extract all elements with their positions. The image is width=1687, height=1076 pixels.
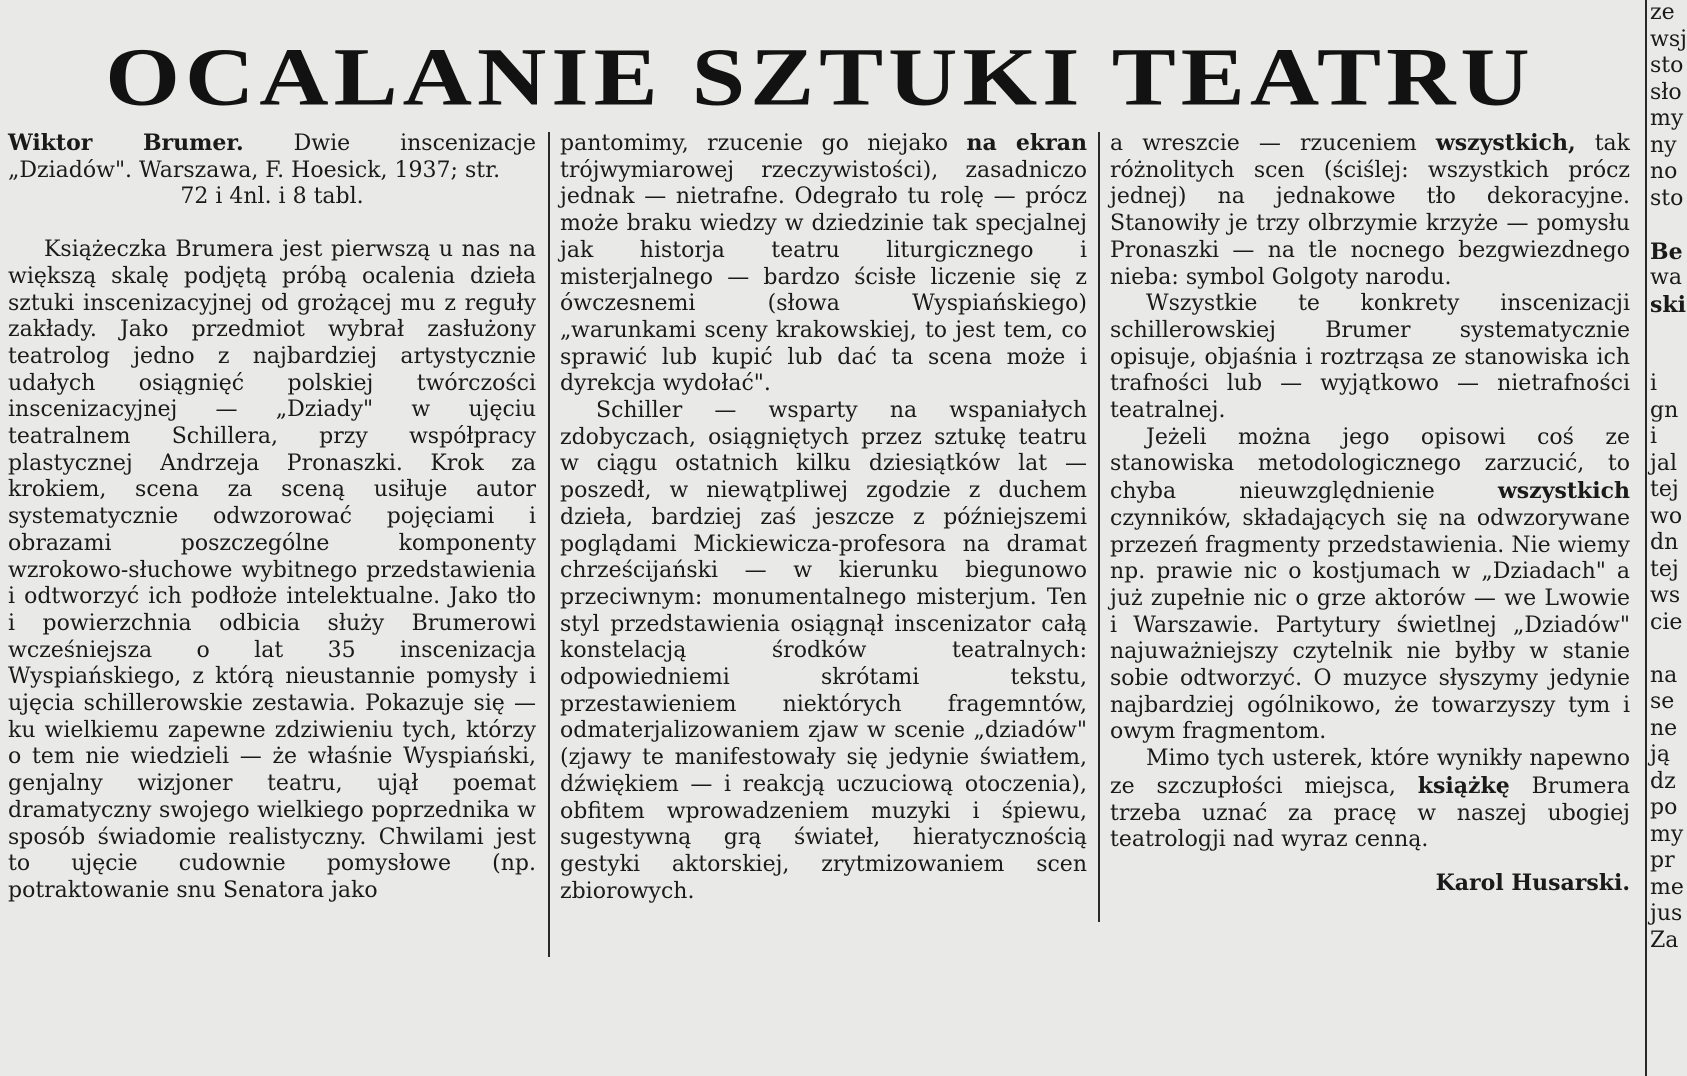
edge-line: i: [1650, 424, 1658, 449]
edge-line: cie: [1650, 609, 1683, 635]
text-run: czynników, składających się na odwzorywane przezeń fragmenty przedstawienia. Nie wiemy np. prawie nic o kostjumach w „Dziadach" a już zupełnie nic o grze aktorów — we Lwowie i Warszawie. Partytury świetlnej „Dziadów" najuważniejszy czytelnik nie byłby w stanie sobie odtworzyć. O muzyce słyszymy jedynie najbardziej ogólnikowo, że towarzyszy tym i owym fragmentom.: [1110, 505, 1630, 745]
column-rule: [1098, 132, 1100, 922]
edge-line: po: [1650, 795, 1678, 820]
book-details: Dwie inscenizacje „Dziadów". Warszawa, F. Hoesick, 1937; str.: [8, 131, 536, 183]
edge-line: tej: [1650, 556, 1679, 582]
adjacent-column-fragment: [1650, 0, 1687, 954]
edge-line: my: [1650, 821, 1684, 847]
paragraph: Schiller — wsparty na wspaniałych zdobyczach, osiągniętych przez sztukę teatru w ciągu ostatnich kilku dziesiątków lat — poszedł, w niewątpliwej zgodzie z duchem dzieła, bardziej zaś jeszcze z późniejszemi poglądami Mickiewicza-profesora na dramat chrześcijański — w kierunku biegunowo przeciwnym: monumentalnego misterjum. Ten styl przedstawienia osiągnął inscenizator całą konstelacją środków teatralnych: odpowiedniemi skrótami tekstu, przestawieniem niektórych fragemntów, odmaterjalizowaniem zjaw w scenie „dziadów" (zjawy te manifestowały się jedynie światłem, dźwiękiem — i reakcją uczuciową otoczenia), obfitem wprowadzeniem muzyki i śpiewu, sugestywną grą świateł, hieratycznością gestyki aktorskiej, zrytmizowaniem scen zbiorowych.: [560, 398, 1087, 904]
book-author: Wiktor Brumer.: [8, 130, 244, 156]
paragraph: [1110, 130, 1630, 291]
column-1: [8, 130, 536, 905]
edge-line: sło: [1650, 79, 1682, 105]
edge-line: Be: [1650, 238, 1683, 265]
paragraph: Wszystkie te konkrety inscenizacji schillerowskiej Brumer systematycznie opisuje, objaśnia i roztrząsa ze stanowiska ich trafności lub — wyjątkowo — nietrafności teatralnej.: [1110, 291, 1630, 424]
edge-line: ny: [1650, 132, 1677, 158]
text-run: tak różnolitych scen (ściślej: wszystkich prócz jednej) na jednakowe tło dekoracyjne. Stanowiły je trzy olbrzymie krzyże — pomysłu Pronaszki — na tle nocnego bezgwiezdnego nieba: symbol Golgoty narodu.: [1110, 131, 1631, 290]
column-rule: [548, 132, 550, 957]
edge-line: jus: [1650, 901, 1683, 926]
edge-line: i: [1650, 371, 1658, 396]
column-2: [560, 130, 1087, 905]
text-run: pantomimy, rzucenie go niejako: [560, 131, 967, 156]
edge-line: tej: [1650, 477, 1679, 502]
edge-line: pr: [1650, 848, 1675, 873]
edge-line: me: [1650, 874, 1684, 900]
text-run: Brumera trzeba uznać za pracę w naszej ubogiej teatrologji nad wyraz cenną.: [1110, 773, 1631, 853]
paragraph: [1110, 746, 1630, 854]
text-run: trójwymiarowej rzeczywistości), zasadniczo jednak — nietrafne. Odegrało tu rolę — prócz może braku wiedzy w dziedzinie tak specjalnej jak historja teatru liturgicznego i misterjalnego — bardzo ścisłe liczenie się z ówczesnemi (słowa Wyspiańskiego) „warunkami sceny krakowskiej, to jest tem, co sprawić lub kupić lub dać ta scena może i dyrekcja wydołać".: [560, 157, 1087, 397]
edge-line: wa: [1650, 265, 1682, 290]
emphasis: wszystkich: [1497, 478, 1630, 505]
text-run: Mimo tych usterek, które wynikły napewno ze szczupłości miejsca,: [1110, 746, 1630, 799]
headline: OCALANIE SZTUKI TEATRU: [105, 30, 1535, 123]
edge-line: dz: [1650, 768, 1676, 794]
column-rule: [1645, 0, 1647, 1076]
edge-line: wo: [1650, 503, 1683, 529]
text-run: Jeżeli można jego opisowi coś ze stanowiska metodologicznego zarzucić, to chyba nieuwzględnienie: [1110, 424, 1630, 505]
edge-line: se: [1650, 689, 1675, 714]
edge-line: sto: [1650, 185, 1684, 211]
spacer: [8, 211, 536, 237]
edge-line: my: [1650, 106, 1684, 131]
paragraph: [1110, 425, 1630, 746]
text-run: a wreszcie — rzuceniem: [1110, 131, 1436, 156]
edge-line: [1650, 212, 1678, 239]
edge-line: gn: [1650, 397, 1679, 423]
edge-line: [1650, 318, 1678, 345]
paragraph: Książeczka Brumera jest pierwszą u nas na większą skalę podjętą próbą ocalenia dzieła sztuki inscenizacyjnej od grożącej mu z reguły zakłady. Jako przedmiot wybrał zasłużony teatrolog jedno z najbardziej artystycznie udałych osiągnięć polskiej twórczości inscenizacyjnej — „Dziady" w ujęciu teatralnem Schillera, przy współpracy plastycznej Andrzeja Pronaszki. Krok za krokiem, scena za sceną usiłuje autor systematycznie odwzorować pojęciami i obrazami poszczególne komponenty wzrokowo-słuchowe wybitnego przedstawienia i odtworzyć ich podłoże intelektualne. Jako tło i powierzchnia odbicia służy Brumerowi wcześniejsza o lat 35 inscenizacja Wyspiańskiego, z którą nieustannie pomysły i ujęcia schillerowskie zestawia. Pokazuje się — ku wielkiemu zapewne zdziwieniu tych, którzy o tem nie wiedzieli — że właśnie Wyspiański, genjalny wizjoner teatru, ujął poemat dramatyczny swojego wielkiego poprzednika w sposób świadomie realistyczny. Chwilami jest to ujęcie cudownie pomysłowe (np. potraktowanie snu Senatora jako: [8, 237, 536, 903]
emphasis: wszystkich,: [1435, 130, 1576, 156]
author-signature: Karol Husarski.: [1435, 869, 1630, 896]
edge-line: wsj: [1650, 26, 1687, 52]
edge-line: [1650, 636, 1678, 663]
edge-line: dn: [1650, 530, 1679, 555]
edge-line: Za: [1650, 927, 1679, 953]
edge-line: ski: [1650, 291, 1686, 318]
emphasis: na ekran: [966, 130, 1088, 156]
edge-line: ją: [1650, 742, 1670, 767]
edge-line: ze: [1650, 0, 1675, 25]
emphasis: książkę: [1417, 772, 1510, 799]
edge-line: sto: [1650, 53, 1684, 78]
book-pages: 72 i 4nl. i 8 tabl.: [180, 184, 364, 210]
edge-line: [1650, 345, 1678, 372]
column-3: [1110, 130, 1630, 897]
edge-line: na: [1650, 662, 1678, 688]
edge-line: no: [1650, 159, 1678, 184]
bibliography-entry: [8, 130, 536, 211]
edge-line: jal: [1650, 450, 1677, 476]
edge-line: ws: [1650, 583, 1681, 608]
edge-line: ne: [1650, 715, 1678, 741]
paragraph: [560, 130, 1087, 398]
